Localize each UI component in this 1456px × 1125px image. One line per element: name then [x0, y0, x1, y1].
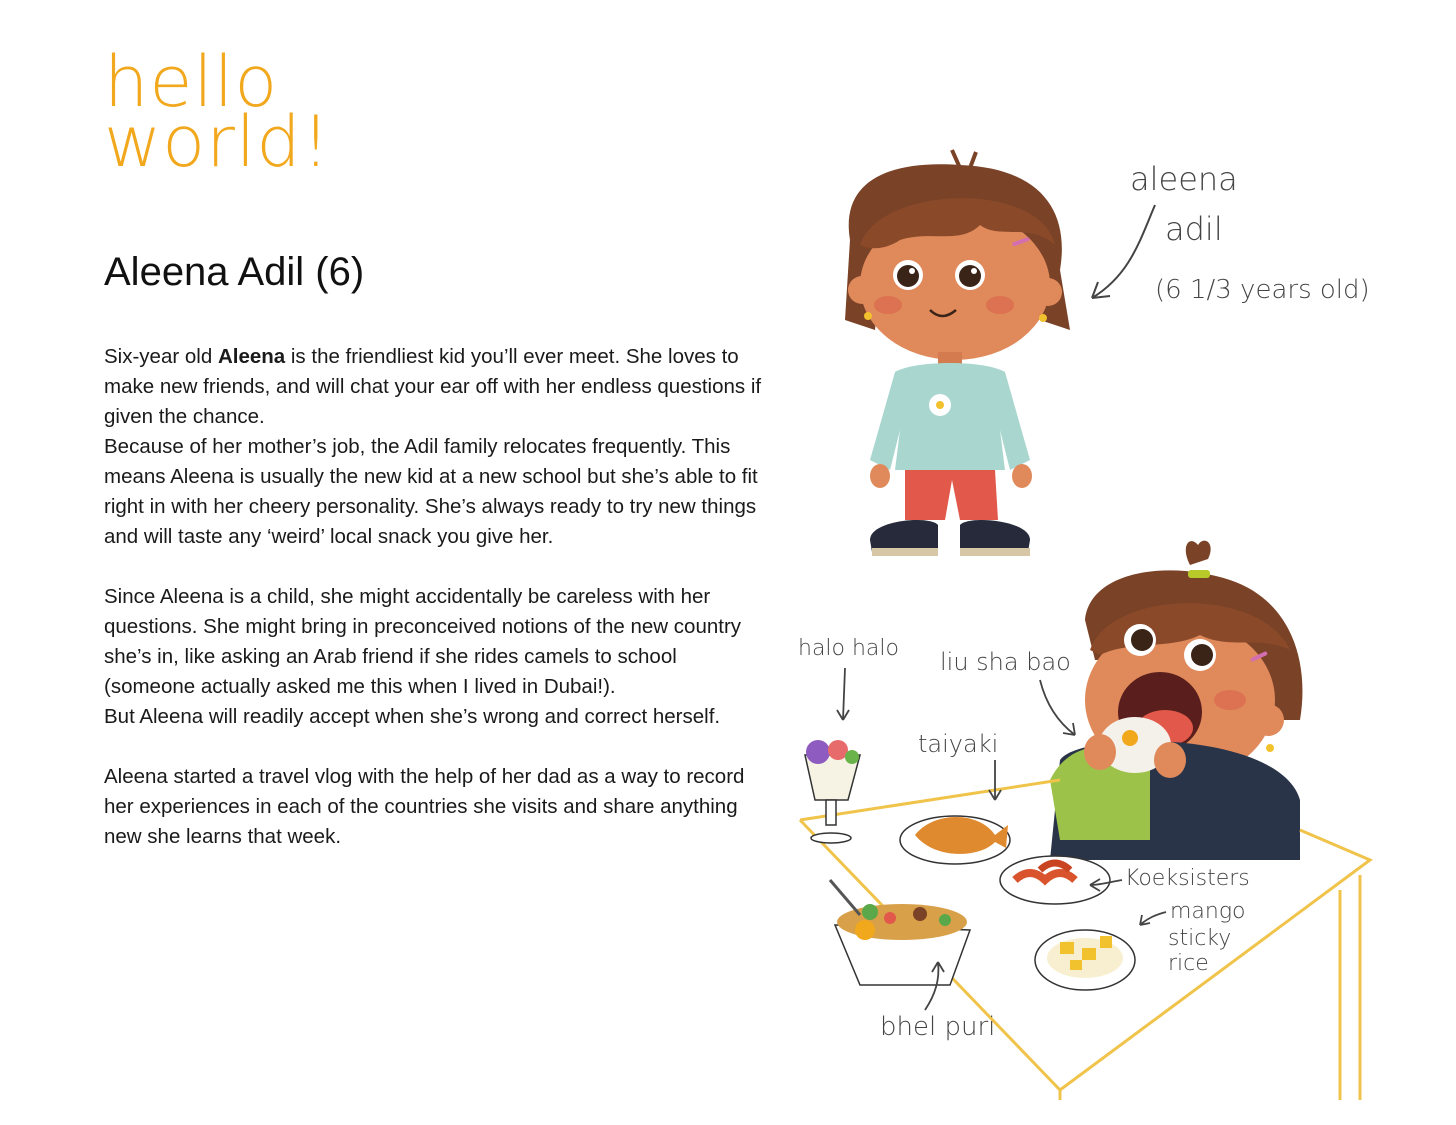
annotation-koeksisters: Koeksisters [1125, 866, 1250, 891]
paragraph-accept: But Aleena will readily accept when she’s wrong and correct herself. [104, 705, 721, 728]
annotation-mango: mango [1170, 899, 1246, 924]
annotation-arrow-taiyaki [989, 760, 1001, 800]
annotation-arrow-mango [1140, 912, 1166, 925]
annotation-name-last: adil [1165, 210, 1223, 248]
halo-halo-illustration [805, 740, 860, 843]
paragraph-careless: Since Aleena is a child, she might accidentally be careless with her questions. She might bring in preconceived notions of the new country she’s in, like asking an Arab friend if she rides camels to school (someone actually asked me this when I lived in Dubai!). [104, 585, 742, 698]
annotation-arrow-name [1092, 205, 1155, 298]
annotation-halo-halo: halo halo [798, 636, 899, 661]
paragraph-relocation: Because of her mother’s job, the Adil family relocates frequently. This means Aleena is usually the new kid at a new school but she’s able to fit right in with her cheery personality. She’s always ready to try new things and will taste any ‘weird’ local snack you give her. [104, 435, 758, 548]
character-name-bold: Aleena [217, 345, 286, 368]
annotation-taiyaki: taiyaki [918, 730, 999, 758]
paragraph-vlog: Aleena started a travel vlog with the help of her dad as a way to record her experiences in each of the countries she visits and share anything new she learns that week. [104, 765, 745, 848]
annotation-arrow-liu [1040, 680, 1075, 735]
paragraph-intro: Six-year old Aleena is the friendliest kid you’ll ever meet. She loves to make new friends, and will chat your ear off with her endless questions if given the chance. [104, 345, 762, 428]
taiyaki-plate-illustration [900, 816, 1010, 864]
annotation-arrow-halo [837, 668, 849, 720]
koeksisters-plate-illustration [1000, 856, 1110, 904]
annotation-liu-sha-bao: liu sha bao [940, 648, 1071, 676]
aleena-eating-illustration [1050, 541, 1302, 860]
mango-sticky-rice-plate-illustration [1035, 930, 1135, 990]
logo-line-2: world! [104, 101, 331, 183]
character-heading: Aleena Adil (6) [104, 250, 365, 294]
annotation-sticky: sticky [1168, 926, 1232, 951]
annotation-rice: rice [1168, 951, 1209, 976]
annotation-age: (6 1/3 years old) [1155, 275, 1370, 305]
bhel-puri-box-illustration [830, 880, 970, 985]
annotation-bhel-puri: bhel puri [880, 1012, 996, 1042]
logo-line-1: hello [104, 41, 279, 123]
aleena-standing-illustration [845, 150, 1070, 556]
annotation-name-first: aleena [1130, 160, 1238, 198]
